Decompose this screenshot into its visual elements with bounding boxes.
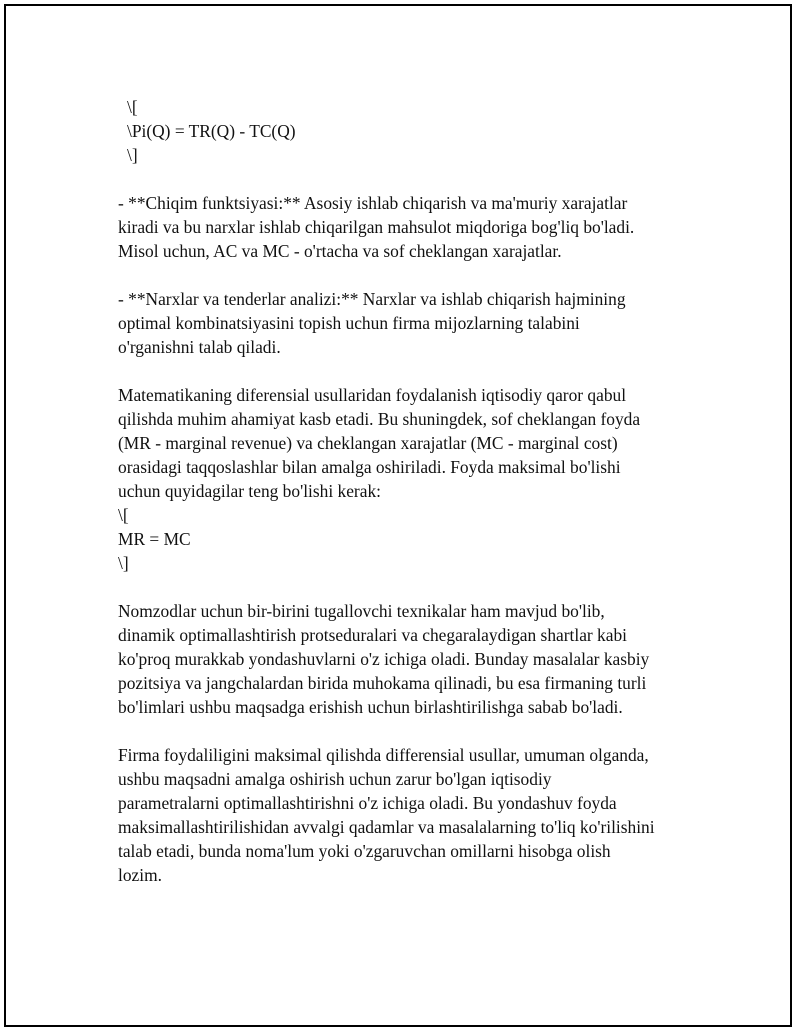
text-line: Nomzodlar uchun bir-birini tugallovchi texnikalar ham mavjud bo'lib, xyxy=(118,601,605,621)
paragraph-gap xyxy=(118,359,718,383)
formula-open-delimiter: \[ xyxy=(127,97,138,117)
text-line: orasidagi taqqoslashlar bilan amalga oshiriladi. Foyda maksimal bo'lishi xyxy=(118,457,621,477)
text-line: kiradi va bu narxlar ishlab chiqarilgan mahsulot miqdoriga bog'liq bo'ladi. xyxy=(118,217,635,237)
text-line: (MR - marginal revenue) va cheklangan xarajatlar (MC - marginal cost) xyxy=(118,433,618,453)
formula-open-delimiter: \[ xyxy=(118,505,129,525)
text-line: lozim. xyxy=(118,865,162,885)
text-line: o'rganishni talab qiladi. xyxy=(118,337,281,357)
paragraph-gap xyxy=(118,263,718,287)
text-line: maksimallashtirilishidan avvalgi qadamlar va masalalarning to'liq ko'rilishini xyxy=(118,817,655,837)
text-line: Matematikaning diferensial usullaridan foydalanish iqtisodiy qaror qabul xyxy=(118,385,627,405)
text-line: ko'proq murakkab yondashuvlarni o'z ichiga oladi. Bunday masalalar kasbiy xyxy=(118,649,650,669)
paragraph-gap xyxy=(118,167,718,191)
text-line: bo'limlari ushbu maqsadga erishish uchun birlashtirilishga sabab bo'ladi. xyxy=(118,697,623,717)
formula-block-2 xyxy=(118,503,718,575)
text-line: optimal kombinatsiyasini topish uchun firma mijozlarning talabini xyxy=(118,313,580,333)
text-line: parametralarni optimallashtirishni o'z ichiga oladi. Bu yondashuv foyda xyxy=(118,793,617,813)
text-line: talab etadi, bunda noma'lum yoki o'zgaruvchan omillarni hisobga olish xyxy=(118,841,611,861)
paragraph-techniques xyxy=(118,599,718,719)
paragraph-differential-methods xyxy=(118,383,718,503)
formula-block-1 xyxy=(118,95,718,167)
text-line: dinamik optimallashtirish protseduralari va chegaralaydigan shartlar kabi xyxy=(118,625,627,645)
paragraph-conclusion xyxy=(118,743,718,887)
paragraph-price-analysis xyxy=(118,287,718,359)
text-line: Firma foydaliligini maksimal qilishda differensial usullar, umuman olganda, xyxy=(118,745,649,765)
text-line: - **Narxlar va tenderlar analizi:** Narxlar va ishlab chiqarish hajmining xyxy=(118,289,626,309)
paragraph-gap xyxy=(118,719,718,743)
formula-close-delimiter: \] xyxy=(127,145,138,165)
paragraph-cost-function xyxy=(118,191,718,263)
text-line: - **Chiqim funktsiyasi:** Asosiy ishlab chiqarish va ma'muriy xarajatlar xyxy=(118,193,628,213)
text-line: Misol uchun, AC va MC - o'rtacha va sof cheklangan xarajatlar. xyxy=(118,241,562,261)
text-line: ushbu maqsadni amalga oshirish uchun zarur bo'lgan iqtisodiy xyxy=(118,769,552,789)
profit-formula: \Pi(Q) = TR(Q) - TC(Q) xyxy=(127,121,296,141)
paragraph-gap xyxy=(118,575,718,599)
formula-close-delimiter: \] xyxy=(118,553,129,573)
text-line: qilishda muhim ahamiyat kasb etadi. Bu shuningdek, sof cheklangan foyda xyxy=(118,409,641,429)
text-line: uchun quyidagilar teng bo'lishi kerak: xyxy=(118,481,381,501)
text-line: pozitsiya va jangchalardan birida muhokama qilinadi, bu esa firmaning turli xyxy=(118,673,647,693)
mr-mc-formula: MR = MC xyxy=(118,529,191,549)
document-body xyxy=(118,95,718,887)
